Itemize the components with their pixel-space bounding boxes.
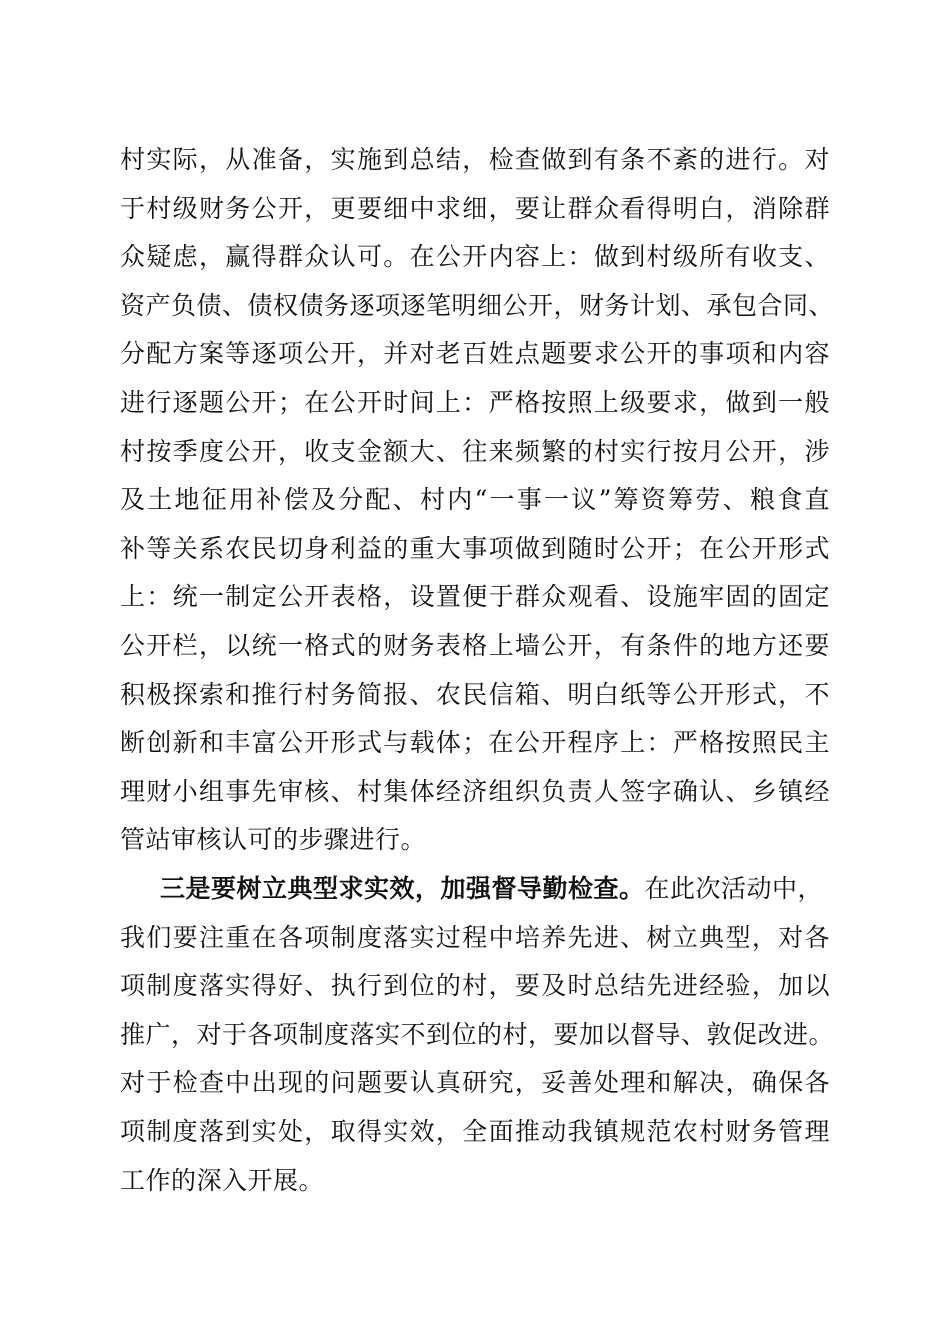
- paragraph-line: 断创新和丰富公开形式与载体；在公开程序上：严格按照民主: [120, 728, 830, 758]
- paragraph-line: 村按季度公开，收支金额大、往来频繁的村实行按月公开，涉: [120, 436, 830, 466]
- paragraph-line: 公开栏，以统一格式的财务表格上墙公开，有条件的地方还要: [120, 630, 830, 660]
- paragraph-line: 村实际，从准备，实施到总结，检查做到有条不紊的进行。对: [120, 145, 830, 174]
- paragraph-line: 理财小组事先审核、村集体经济组织负责人签字确认、乡镇经: [120, 776, 830, 806]
- paragraph-line: 补等关系农民切身利益的重大事项做到随时公开；在公开形式: [120, 533, 830, 563]
- paragraph-line: 及土地征用补偿及分配、村内“一事一议”筹资筹劳、粮食直: [120, 485, 830, 515]
- paragraph-line: 于村级财务公开，更要细中求细，要让群众看得明白，消除群: [120, 193, 830, 223]
- paragraph-1: [120, 136, 835, 865]
- paragraph-line: 项制度落实得好、执行到位的村，要及时总结先进经验，加以: [120, 971, 830, 1001]
- paragraph-line: 管站审核认可的步骤进行。: [120, 825, 427, 855]
- paragraph-line: 分配方案等逐项公开，并对老百姓点题要求公开的事项和内容: [120, 339, 830, 369]
- paragraph-line: 项制度落到实处，取得实效，全面推动我镇规范农村财务管理: [120, 1116, 830, 1146]
- paragraph-line: 上：统一制定公开表格，设置便于群众观看、设施牢固的固定: [120, 582, 830, 612]
- paragraph-2: [120, 865, 835, 1205]
- paragraph-line: 积极探索和推行村务简报、农民信箱、明白纸等公开形式，不: [120, 679, 830, 709]
- paragraph-line: 推广，对于各项制度落实不到位的村，要加以督导、敦促改进。: [120, 1019, 835, 1049]
- paragraph-line: 对于检查中出现的问题要认真研究，妥善处理和解决，确保各: [120, 1068, 830, 1098]
- paragraph-line: 进行逐题公开；在公开时间上：严格按照上级要求，做到一般: [120, 387, 830, 417]
- paragraph-line: 工作的深入开展。: [120, 1165, 325, 1195]
- paragraph-heading-continuation: 在此次活动中，: [644, 874, 824, 903]
- paragraph-heading: 三是要树立典型求实效，加强督导勤检查。: [160, 874, 645, 903]
- paragraph-first-line: [120, 865, 830, 914]
- paragraph-line: 众疑虑，赢得群众认可。在公开内容上：做到村级所有收支、: [120, 242, 830, 272]
- paragraph-line: 我们要注重在各项制度落实过程中培养先进、树立典型，对各: [120, 922, 830, 952]
- paragraph-line: 资产负债、债权债务逐项逐笔明细公开，财务计划、承包合同、: [120, 290, 835, 320]
